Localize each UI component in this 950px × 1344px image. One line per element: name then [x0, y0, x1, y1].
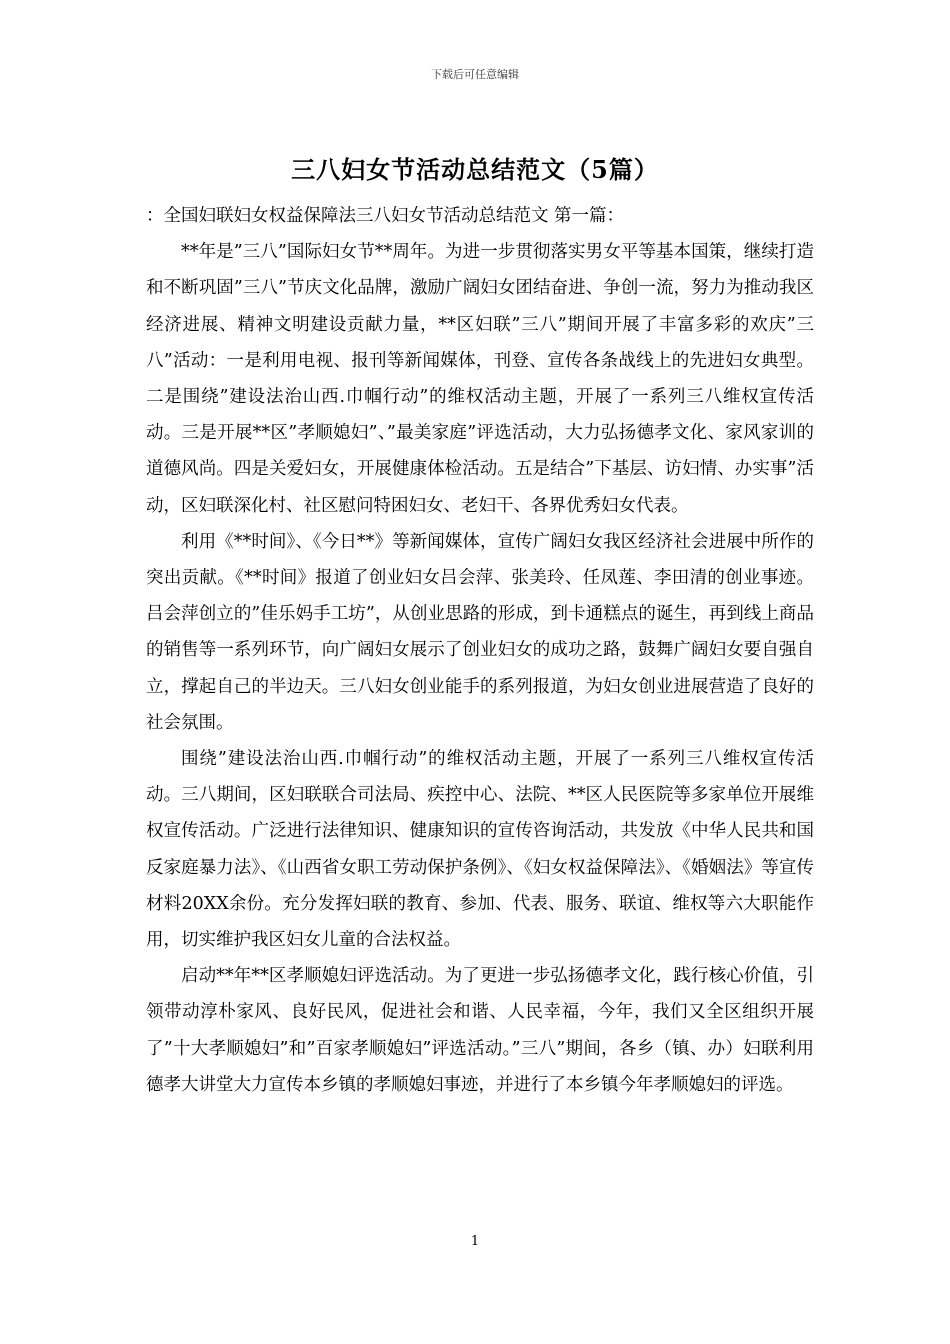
paragraph-2: 利用《**时间》、《今日**》等新闻媒体，宣传广阔妇女我区经济社会进展中所作的突出贡献。《**时间》报道了创业妇女吕会萍、张美玲、任凤莲、李田清的创业事迹。吕会萍创立的”佳乐妈手工坊”，从创业思路的形成，到卡通糕点的诞生，再到线上商品的销售等一系列环节，向广阔妇女展示了创业妇女的成功之路，鼓舞广阔妇女要自强自立，撑起自己的半边天。三八妇女创业能手的系列报道，为妇女创业进展营造了良好的社会氛围。	[146, 531, 814, 733]
page-number: 1	[470, 1234, 480, 1249]
document-body	[146, 198, 814, 1103]
document-title: 三八妇女节活动总结范文（5篇）	[291, 155, 659, 184]
header-note: 下载后可任意编辑	[431, 68, 519, 81]
paragraph-3: 围绕”建设法治山西.巾帼行动”的维权活动主题，开展了一系列三八维权宣传活动。三八期间，区妇联联合司法局、疾控中心、法院、**区人民医院等多家单位开展维权宣传活动。广泛进行法律知识、健康知识的宣传咨询活动，共发放《中华人民共和国反家庭暴力法》、《山西省女职工劳动保护条例》、《妇女权益保障法》、《婚姻法》等宣传材料20XX余份。充分发挥妇联的教育、参加、代表、服务、联谊、维权等六大职能作用，切实维护我区妇女儿童的合法权益。	[146, 749, 814, 951]
section-lead: ：全国妇联妇女权益保障法三八妇女节活动总结范文 第一篇：	[146, 206, 625, 226]
paragraph-4: 启动**年**区孝顺媳妇评选活动。为了更进一步弘扬德孝文化，践行核心价值，引领带动淳朴家风、良好民风，促进社会和谐、人民幸福，今年，我们又全区组织开展了”十大孝顺媳妇”和”百家孝顺媳妇”评选活动。”三八”期间，各乡（镇、办）妇联利用德孝大讲堂大力宣传本乡镇的孝顺媳妇事迹，并进行了本乡镇今年孝顺媳妇的评选。	[146, 966, 814, 1095]
paragraph-1: **年是”三八”国际妇女节**周年。为进一步贯彻落实男女平等基本国策，继续打造和不断巩固”三八”节庆文化品牌，激励广阔妇女团结奋进、争创一流，努力为推动我区经济进展、精神文明建设贡献力量，**区妇联”三八”期间开展了丰富多彩的欢庆”三八”活动：一是利用电视、报刊等新闻媒体，刊登、宣传各条战线上的先进妇女典型。二是围绕”建设法治山西.巾帼行动”的维权活动主题，开展了一系列三八维权宣传活动。三是开展**区”孝顺媳妇”、”最美家庭”评选活动，大力弘扬德孝文化、家风家训的道德风尚。四是关爱妇女，开展健康体检活动。五是结合”下基层、访妇情、办实事”活动，区妇联深化村、社区慰问特困妇女、老妇干、各界优秀妇女代表。	[146, 242, 814, 516]
